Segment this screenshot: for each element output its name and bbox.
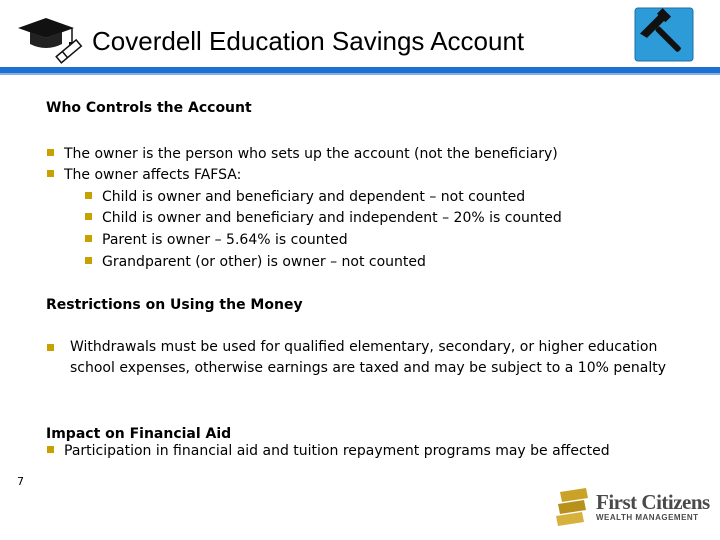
- company-logo: [556, 488, 710, 528]
- sub-bullet-item: Grandparent (or other) is owner – not counted: [85, 254, 426, 270]
- logo-name: First Citizens: [596, 490, 710, 514]
- page-number: 7: [17, 475, 24, 488]
- bullet-item: Withdrawals must be used for qualified elementary, secondary, or higher education school expenses, otherwise earnings are taxed and may be subject to a 10% penalty: [70, 337, 680, 379]
- bullet-item: Participation in financial aid and tuition repayment programs may be affected: [47, 441, 610, 462]
- bullet-item: The owner is the person who sets up the account (not the beneficiary): [47, 146, 558, 162]
- bullet-marker: [47, 344, 54, 351]
- bullet-marker: [47, 149, 54, 156]
- sub-bullet-item: Parent is owner – 5.64% is counted: [85, 232, 348, 248]
- sub-bullet-item: Child is owner and beneficiary and dependent – not counted: [85, 189, 525, 205]
- section-heading-impact: Impact on Financial Aid: [46, 426, 232, 442]
- page-title: Coverdell Education Savings Account: [92, 26, 525, 56]
- bullet-marker: [85, 235, 92, 242]
- section-heading-restrictions: Restrictions on Using the Money: [46, 297, 303, 313]
- section-heading-controls: Who Controls the Account: [46, 100, 252, 116]
- bullet-marker: [85, 192, 92, 199]
- logo-mark-icon: [556, 488, 592, 526]
- bullet-marker: [85, 213, 92, 220]
- sub-bullet-item: Child is owner and beneficiary and independent – 20% is counted: [85, 210, 562, 226]
- bullet-marker: [85, 257, 92, 264]
- logo-tagline: WEALTH MANAGEMENT: [596, 513, 699, 522]
- bullet-item: The owner affects FAFSA:: [47, 167, 241, 183]
- bullet-marker: [47, 170, 54, 177]
- bullet-marker: [47, 446, 54, 453]
